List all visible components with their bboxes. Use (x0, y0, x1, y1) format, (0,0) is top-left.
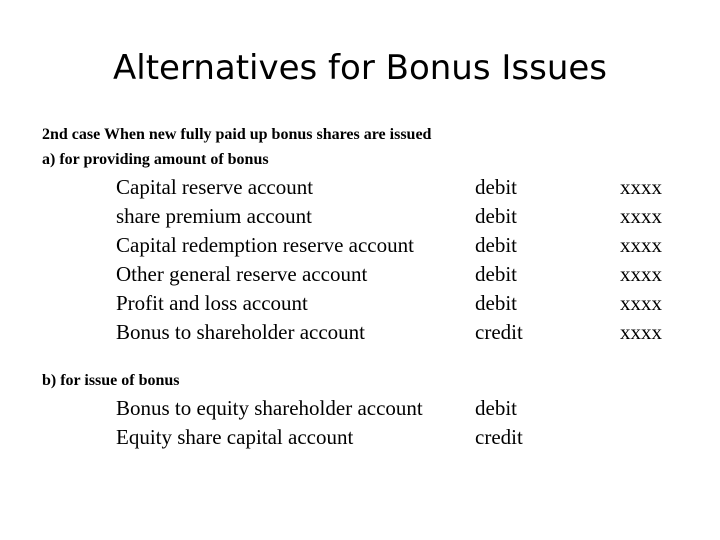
entry-account: Profit and loss account (116, 291, 308, 315)
journal-entry (0, 423, 720, 452)
part-b-journal-entries (0, 394, 720, 452)
journal-entry (0, 173, 720, 202)
entry-account: Capital redemption reserve account (116, 233, 414, 257)
entry-account: Bonus to equity shareholder account (116, 396, 423, 420)
journal-entry (0, 260, 720, 289)
entry-amount: xxxx (620, 320, 662, 344)
part-a-heading: a) for providing amount of bonus (42, 151, 269, 168)
entry-amount: xxxx (620, 291, 662, 315)
entry-account: Equity share capital account (116, 425, 354, 449)
entry-side: credit (475, 425, 523, 449)
entry-side: debit (475, 291, 517, 315)
journal-entry (0, 394, 720, 423)
entry-side: debit (475, 233, 517, 257)
journal-entry (0, 231, 720, 260)
entry-side: debit (475, 262, 517, 286)
entry-amount: xxxx (620, 233, 662, 257)
slide-title: Alternatives for Bonus Issues (113, 48, 607, 88)
entry-account: Bonus to shareholder account (116, 320, 366, 344)
journal-entry (0, 202, 720, 231)
entry-account: share premium account (116, 204, 312, 228)
entry-side: credit (475, 320, 523, 344)
entry-side: debit (475, 175, 517, 199)
entry-account: Capital reserve account (116, 175, 314, 199)
entry-amount: xxxx (620, 262, 662, 286)
journal-entry (0, 289, 720, 318)
part-b-heading: b) for issue of bonus (42, 372, 180, 389)
case-heading: 2nd case When new fully paid up bonus shares are issued (42, 126, 432, 143)
entry-amount: xxxx (620, 204, 662, 228)
journal-entry (0, 318, 720, 347)
entry-account: Other general reserve account (116, 262, 368, 286)
entry-side: debit (475, 396, 517, 420)
part-a-journal-entries (0, 173, 720, 347)
entry-side: debit (475, 204, 517, 228)
entry-amount: xxxx (620, 175, 662, 199)
